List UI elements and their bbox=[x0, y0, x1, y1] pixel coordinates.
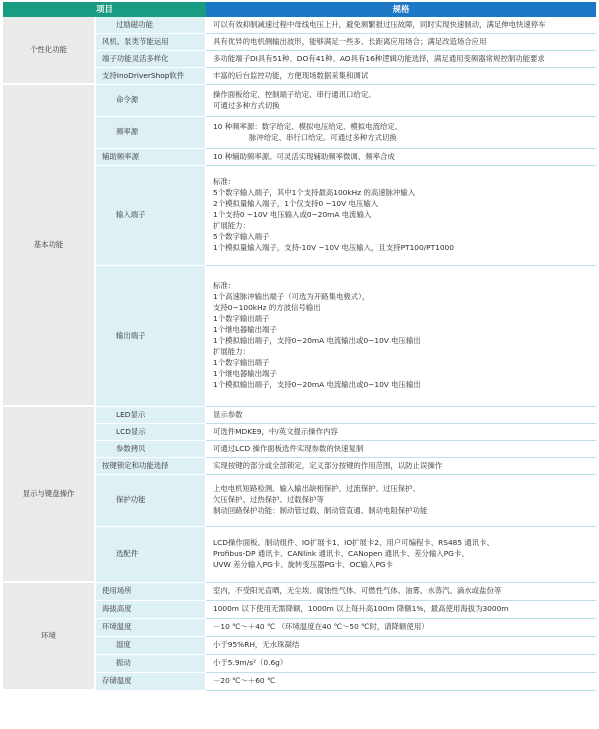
spec-line: 欠压保护、过热保护、过载保护等 bbox=[213, 495, 324, 505]
spec-line: 操作面板给定、控制端子给定、串行通讯口给定。 bbox=[213, 89, 376, 99]
spec-line: 多功能端子DI具有51种、DO有41种、AO具有16种逻辑功能选择，满足通用变频器常规控制功能要求 bbox=[213, 53, 545, 63]
spec-table bbox=[3, 2, 596, 691]
spec-cell bbox=[206, 619, 596, 637]
feature-label: 命令源 bbox=[96, 85, 206, 117]
spec-cell bbox=[206, 68, 596, 85]
spec-cell bbox=[206, 407, 596, 424]
spec-line: 1个支持0 ~10V 电压输入或0~20mA 电流输入 bbox=[213, 210, 372, 220]
spec-line: 1个模拟量输入端子，支持-10V ~10V 电压输入，且支持PT100/PT1000 bbox=[213, 242, 454, 252]
table-row bbox=[3, 407, 596, 424]
spec-line: 1个数字输出端子 bbox=[213, 314, 270, 324]
feature-label: 选配件 bbox=[96, 527, 206, 583]
table-header-row bbox=[3, 2, 596, 17]
spec-line: 扩展能力： bbox=[213, 346, 250, 356]
spec-line: 支持0~100kHz 的方波信号输出 bbox=[213, 303, 321, 313]
spec-line: 丰富的后台监控功能，方便现场数据采集和调试 bbox=[213, 70, 369, 80]
feature-label: LCD显示 bbox=[96, 424, 206, 441]
spec-cell bbox=[206, 149, 596, 166]
feature-label: 参数拷贝 bbox=[96, 441, 206, 458]
spec-line: 扩展能力： bbox=[213, 220, 250, 230]
spec-line: 1个高速脉冲输出端子（可选为开路集电极式）， bbox=[213, 292, 370, 302]
spec-sheet bbox=[0, 2, 599, 729]
spec-line: 室内，不受阳光直晒，无尘埃、腐蚀性气体、可燃性气体、油雾、水蒸汽、滴水或盐份等 bbox=[213, 586, 502, 596]
spec-cell bbox=[206, 637, 596, 655]
spec-line: 显示参数 bbox=[213, 409, 243, 419]
spec-cell bbox=[206, 601, 596, 619]
category-label: 显示与键盘操作 bbox=[3, 407, 96, 583]
spec-cell bbox=[206, 17, 596, 34]
spec-cell bbox=[206, 266, 596, 407]
feature-label: 保护功能 bbox=[96, 475, 206, 527]
category-label: 基本功能 bbox=[3, 85, 96, 407]
spec-cell bbox=[206, 655, 596, 673]
spec-line: 10 种辅助频率源。可灵活实现辅助频率微调、频率合成 bbox=[213, 151, 395, 161]
category-label: 环境 bbox=[3, 583, 96, 691]
feature-label: 频率源 bbox=[96, 117, 206, 149]
feature-label: 环境温度 bbox=[96, 619, 206, 637]
spec-line: 脉冲给定、串行口给定。可通过多种方式切换 bbox=[249, 132, 397, 142]
spec-line: 1个模拟输出端子，支持0~20mA 电流输出或0~10V 电压输出 bbox=[213, 379, 421, 389]
feature-label: 过励磁功能 bbox=[96, 17, 206, 34]
feature-label: 端子功能灵活多样化 bbox=[96, 51, 206, 68]
spec-line: 1个数字输出端子 bbox=[213, 357, 270, 367]
feature-label: LED显示 bbox=[96, 407, 206, 424]
feature-label: 存储温度 bbox=[96, 673, 206, 691]
category-label: 个性化功能 bbox=[3, 17, 96, 85]
spec-line: 可通过LCD 操作面板选件实现参数的快速复制 bbox=[213, 443, 364, 453]
spec-cell bbox=[206, 166, 596, 266]
spec-line: 标准： bbox=[213, 281, 236, 291]
spec-line: 1000m 以下使用无需降额，1000m 以上每升高100m 降额1%，最高使用海拔为3000m bbox=[213, 604, 509, 614]
table-row bbox=[3, 583, 596, 601]
spec-line: 1个继电器输出端子 bbox=[213, 325, 277, 335]
spec-cell bbox=[206, 34, 596, 51]
spec-line: 2个模拟量输入端子，1个仅支持0 ~10V 电压输入 bbox=[213, 199, 379, 209]
spec-line: 1个继电器输出端子 bbox=[213, 368, 277, 378]
feature-label: 输出端子 bbox=[96, 266, 206, 407]
spec-line: 上电电机短路检测、输入输出缺相保护、过流保护、过压保护、 bbox=[213, 484, 420, 494]
feature-label: 湿度 bbox=[96, 637, 206, 655]
spec-cell bbox=[206, 85, 596, 117]
spec-line: 实现按键的部分或全部锁定，定义部分按键的作用范围，以防止误操作 bbox=[213, 460, 443, 470]
spec-line: 1个模拟输出端子，支持0~20mA 电流输出或0~10V 电压输出 bbox=[213, 336, 421, 345]
spec-line: UVW 差分输入PG卡、旋转变压器PG卡、OC输入PG卡 bbox=[213, 559, 393, 569]
feature-label: 海拔高度 bbox=[96, 601, 206, 619]
spec-line: 可以有效抑制减速过程中母线电压上升，避免频繁报过压故障，同时实现快速制动，满足伸电快速停车 bbox=[213, 19, 546, 29]
feature-label: 按键锁定和功能选择 bbox=[96, 458, 206, 475]
spec-line: 标准： bbox=[213, 177, 236, 187]
spec-line: 可通过多种方式切换 bbox=[213, 100, 280, 110]
spec-line: 具有优异的电机侧输出波形，能够满足一些多、长距离应用场合；满足改造场合应用 bbox=[213, 36, 487, 46]
spec-cell bbox=[206, 583, 596, 601]
spec-line: 5个数字输入端子，其中1个支持最高100kHz 的高速脉冲输入 bbox=[213, 188, 416, 198]
spec-line: 可选件MDKE9，中/英文提示操作内容 bbox=[213, 426, 338, 436]
spec-cell bbox=[206, 475, 596, 527]
table-row bbox=[3, 85, 596, 117]
spec-cell bbox=[206, 117, 596, 149]
spec-line: Profibus-DP 通讯卡、CANlink 通讯卡、CANopen 通讯卡、差分输入PG卡、 bbox=[213, 549, 469, 559]
spec-cell bbox=[206, 673, 596, 691]
spec-line: －10 ℃～＋40 ℃ （环境温度在40 ℃～50 ℃时，请降额使用） bbox=[213, 622, 429, 632]
header-item: 项目 bbox=[3, 2, 206, 17]
spec-cell bbox=[206, 527, 596, 583]
spec-line: LCD操作面板、制动组件、IO扩展卡1、IO扩展卡2、用户可编程卡、RS485 通讯卡、 bbox=[213, 538, 494, 548]
spec-line: 5个数字输入端子 bbox=[213, 231, 270, 241]
spec-cell bbox=[206, 51, 596, 68]
feature-label: 风机、泵类节能运用 bbox=[96, 34, 206, 51]
spec-line: 10 种频率源：数字给定、模拟电压给定、模拟电流给定、 bbox=[213, 121, 403, 131]
feature-label: 使用场所 bbox=[96, 583, 206, 601]
feature-label: 振动 bbox=[96, 655, 206, 673]
spec-line: －20 ℃～＋60 ℃ bbox=[213, 676, 276, 686]
spec-cell bbox=[206, 424, 596, 441]
table-row bbox=[3, 17, 596, 34]
feature-label: 输入端子 bbox=[96, 166, 206, 266]
spec-cell bbox=[206, 458, 596, 475]
spec-line: 制动回路保护功能：制动管过载、制动管直通、制动电阻保护功能 bbox=[213, 505, 428, 515]
spec-line: 小于95%RH，无水珠凝结 bbox=[213, 640, 300, 650]
header-spec: 规格 bbox=[206, 2, 596, 17]
spec-line: 小于5.9m/s²（0.6g） bbox=[213, 658, 288, 668]
spec-cell bbox=[206, 441, 596, 458]
feature-label: 支持InoDriverShop软件 bbox=[96, 68, 206, 85]
feature-label: 辅助频率源 bbox=[96, 149, 206, 166]
